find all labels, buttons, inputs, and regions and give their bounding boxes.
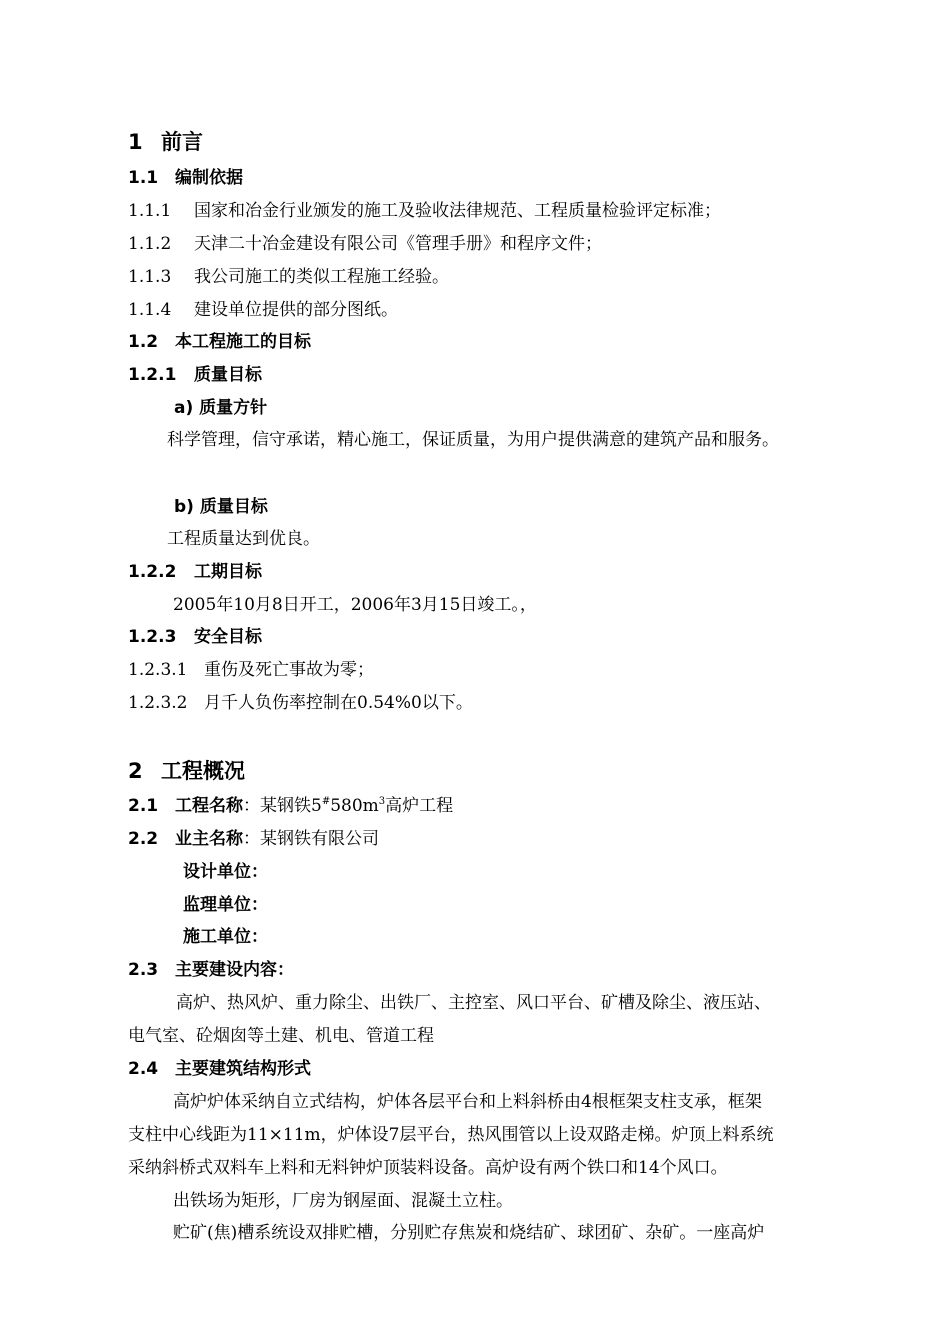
content-line-1: 高炉、热风炉、重力除尘、出铁厂、主控室、风口平台、矿槽及除尘、液压站、 [176,993,771,1013]
heading-1-2: 1.2 本工程施工的目标 [128,332,311,352]
heading-1-1: 1.1 编制依据 [128,168,243,188]
project-name-line: 2.1 工程名称：某钢铁$5^{\#}580m^3$高炉工程 [128,796,454,816]
section-2-heading: 2 工程概况 [128,759,245,783]
construction-unit-label: 施工单位： [183,927,268,947]
para-1-2-3-1: 1.2.3.1 重伤及死亡事故为零； [128,660,374,680]
para-1-1-1: 1.1.1 国家和冶金行业颁发的施工及验收法律规范、工程质量检验评定标准； [128,201,721,221]
structure-line-1: 高炉炉体采纳自立式结构，炉体各层平台和上料斜桥由4根框架支柱支承，框架 [173,1092,762,1112]
structure-line-4: 出铁场为矩形，厂房为钢屋面、混凝土立柱。 [173,1191,513,1211]
section-1-heading: 1 前言 [128,130,203,154]
heading-2-4: 2.4 主要建筑结构形式 [128,1059,311,1079]
structure-line-5: 贮矿(焦)槽系统设双排贮槽，分别贮存焦炭和烧结矿、球团矿、杂矿。一座高炉 [173,1223,765,1243]
schedule-text: 2005年10月8日开工，2006年3月15日竣工。， [173,595,537,615]
supervision-unit-label: 监理单位： [183,895,268,915]
quality-goal-text: 工程质量达到优良。 [167,529,320,549]
para-1-1-2: 1.1.2 天津二十冶金建设有限公司《管理手册》和程序文件； [128,234,602,254]
owner-name-line: 2.2 业主名称：某钢铁有限公司 [128,829,379,849]
para-1-1-4: 1.1.4 建设单位提供的部分图纸。 [128,300,398,320]
para-1-2-3-2: 1.2.3.2 月千人负伤率控制在0.54%0以下。 [128,693,473,713]
structure-line-3: 采纳斜桥式双料车上料和无料钟炉顶装料设备。高炉设有两个铁口和14个风口。 [128,1158,728,1178]
heading-2-3: 2.3 主要建设内容： [128,960,294,980]
content-line-2: 电气室、砼烟囱等土建、机电、管道工程 [128,1026,434,1046]
structure-line-2: 支柱中心线距为11×11m，炉体设7层平台，热风围管以上设双路走梯。炉顶上料系统 [128,1125,774,1145]
quality-policy-heading: a) 质量方针 [174,398,268,418]
heading-1-2-2: 1.2.2 工期目标 [128,562,262,582]
heading-1-2-1: 1.2.1 质量目标 [128,365,262,385]
design-unit-label: 设计单位： [183,862,268,882]
quality-goal-heading: b) 质量目标 [174,497,268,517]
quality-policy-text: 科学管理，信守承诺，精心施工，保证质量，为用户提供满意的建筑产品和服务。 [167,430,779,450]
para-1-1-3: 1.1.3 我公司施工的类似工程施工经验。 [128,267,449,287]
heading-1-2-3: 1.2.3 安全目标 [128,627,262,647]
